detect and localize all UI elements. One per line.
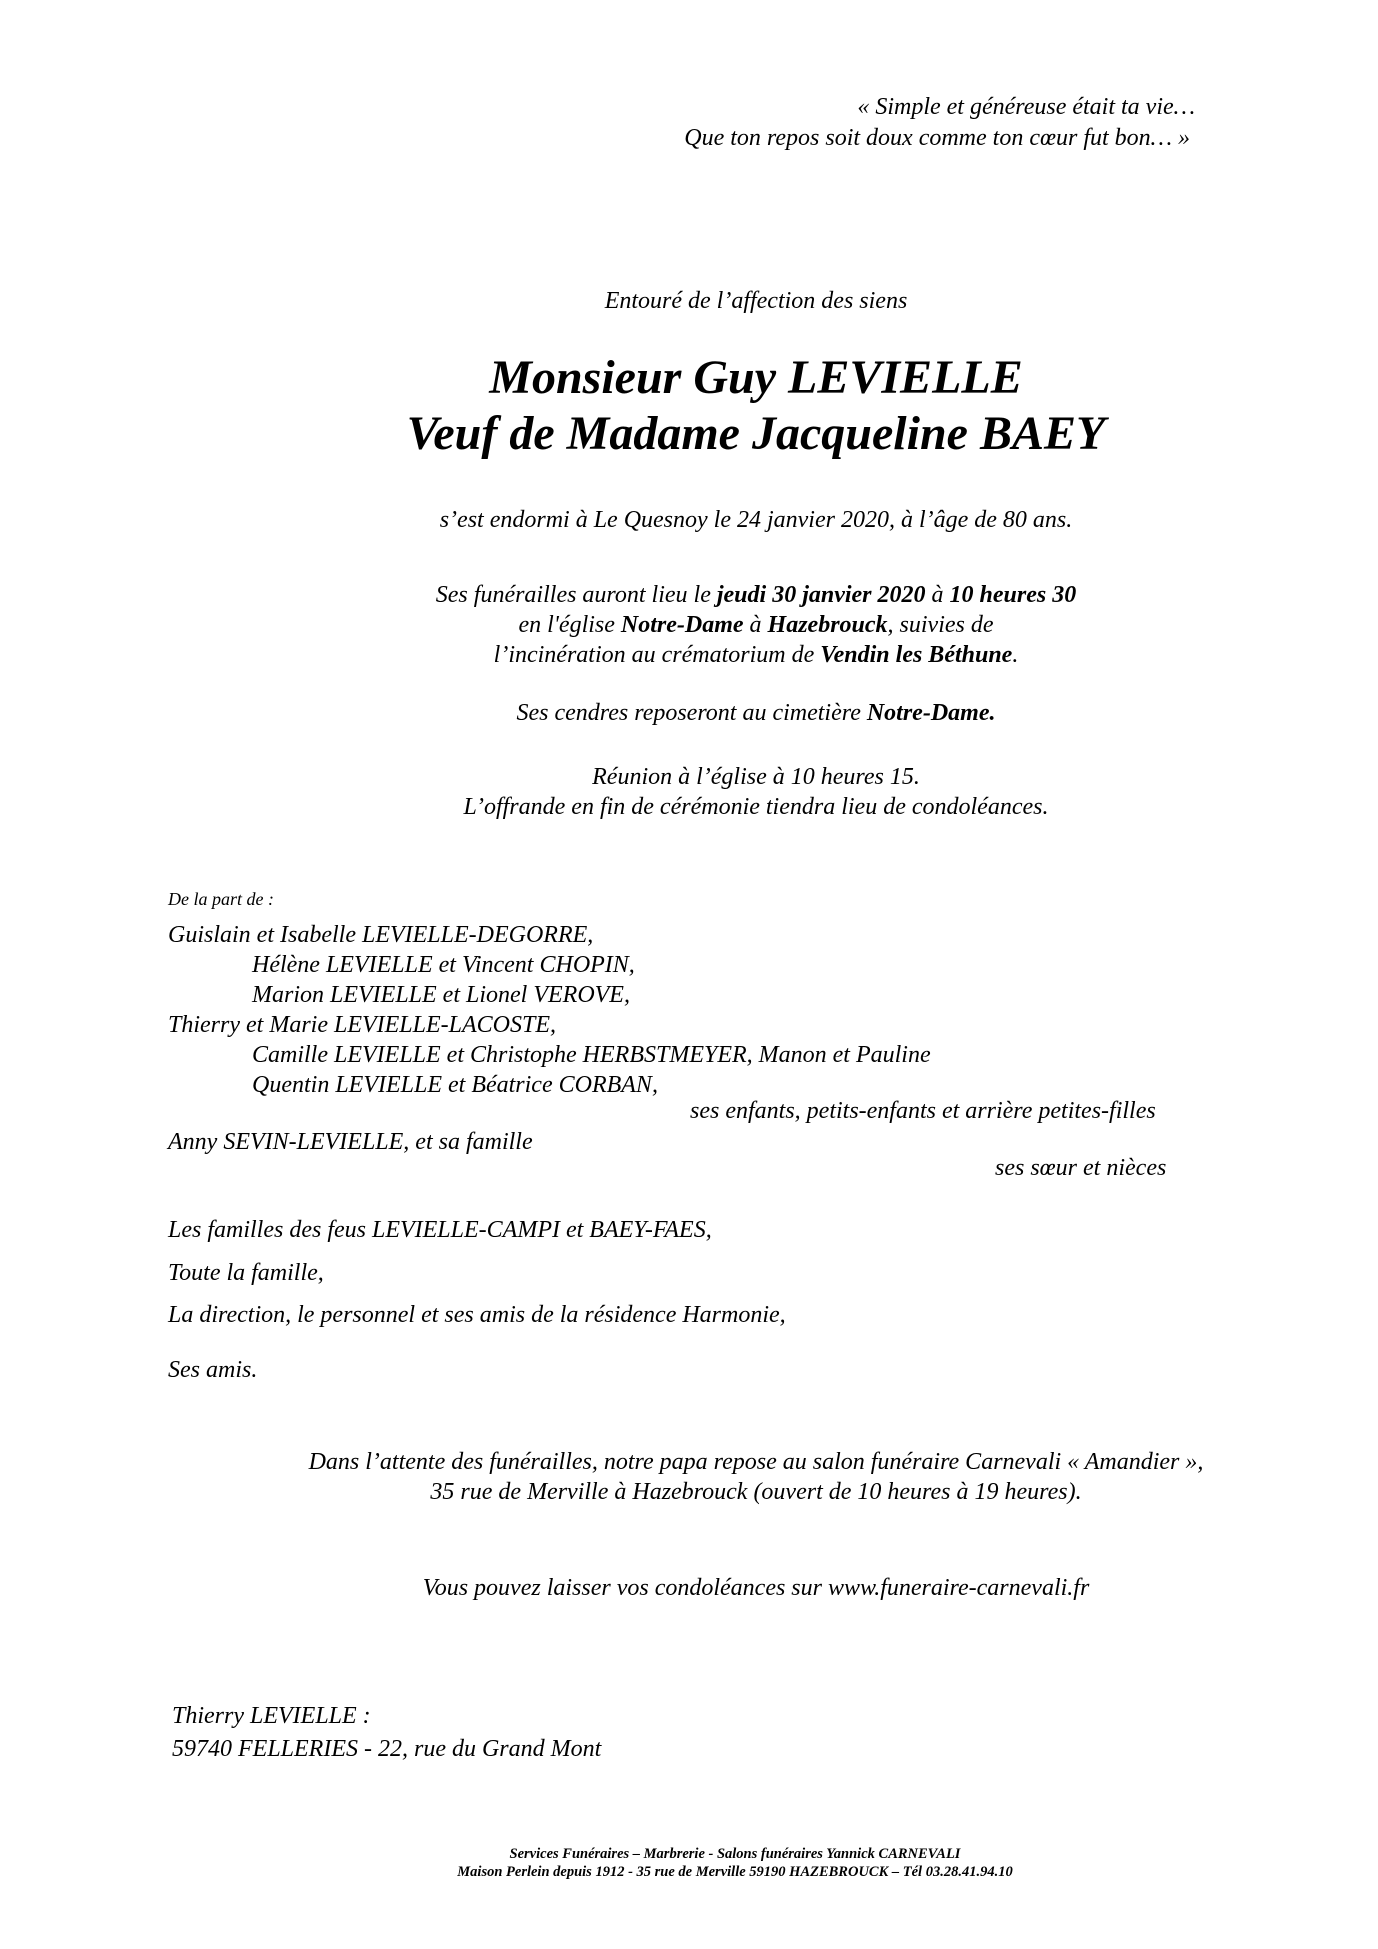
funeral-details — [0, 580, 1378, 670]
family-line: Quentin LEVIELLE et Béatrice CORBAN, — [252, 1072, 658, 1098]
contact-block — [172, 1700, 601, 1766]
contact-address: 59740 FELLERIES - 22, rue du Grand Mont — [172, 1736, 602, 1762]
death-notice: s’est endormi à Le Quesnoy le 24 janvier 2020, à l’âge de 80 ans. — [439, 507, 1073, 533]
funeral-line-1: Ses funérailles auront lieu le jeudi 30 janvier 2020 à 10 heures 30 — [435, 582, 1077, 608]
contact-name: Thierry LEVIELLE : — [172, 1703, 371, 1729]
other-line: Ses amis. — [168, 1357, 258, 1383]
other-line: La direction, le personnel et ses amis de la résidence Harmonie, — [168, 1302, 786, 1328]
children-label: ses enfants, petits-enfants et arrière petites-filles — [690, 1098, 1156, 1124]
sister-line: Anny SEVIN-LEVIELLE, et sa famille — [168, 1129, 533, 1155]
deceased-heading — [0, 350, 1378, 462]
await-notice — [0, 1447, 1378, 1507]
await-line-1: Dans l’attente des funérailles, notre papa repose au salon funéraire Carnevali « Amandier », — [308, 1449, 1204, 1475]
poem-line-1: « Simple et généreuse était ta vie… — [857, 94, 1195, 120]
poem-quote — [560, 92, 1280, 154]
other-line: Toute la famille, — [168, 1260, 324, 1286]
cemetery-name: Notre-Dame. — [866, 700, 996, 726]
family-line: Marion LEVIELLE et Lionel VEROVE, — [252, 982, 630, 1008]
other-line: Les familles des feus LEVIELLE-CAMPI et BAEY-FAES, — [168, 1217, 712, 1243]
family-line: Camille LEVIELLE et Christophe HERBSTMEYER, Manon et Pauline — [252, 1042, 931, 1068]
await-line-2: 35 rue de Merville à Hazebrouck (ouvert de 10 heures à 19 heures). — [430, 1479, 1082, 1505]
town-name: Hazebrouck — [767, 612, 888, 638]
family-line: Guislain et Isabelle LEVIELLE-DEGORRE, — [168, 922, 594, 948]
meeting-notice — [0, 762, 1378, 822]
meeting-line-2: L’offrande en fin de cérémonie tiendra lieu de condoléances. — [463, 794, 1049, 820]
deceased-widower: Veuf de Madame Jacqueline BAEY — [406, 407, 1106, 460]
from-label: De la part de : — [168, 889, 274, 909]
footer-line-2: Maison Perlein depuis 1912 - 35 rue de Merville 59190 HAZEBROUCK – Tél 03.28.41.94.10 — [457, 1864, 1013, 1880]
footer — [0, 1845, 1378, 1881]
funeral-line-3: l’incinération au crématorium de Vendin les Béthune. — [493, 642, 1019, 668]
intro-text: Entouré de l’affection des siens — [604, 288, 908, 314]
meeting-line-1: Réunion à l’église à 10 heures 15. — [592, 764, 920, 790]
sister-label: ses sœur et nièces — [995, 1155, 1167, 1181]
footer-line-1: Services Funéraires – Marbrerie - Salons funéraires Yannick CARNEVALI — [509, 1846, 961, 1862]
family-line: Thierry et Marie LEVIELLE-LACOSTE, — [168, 1012, 556, 1038]
crematorium-name: Vendin les Béthune — [820, 642, 1013, 668]
ashes-notice: Ses cendres reposeront au cimetière Notre-Dame. — [516, 700, 996, 726]
condolences-notice: Vous pouvez laisser vos condoléances sur www.funeraire-carnevali.fr — [422, 1575, 1090, 1601]
deceased-name: Monsieur Guy LEVIELLE — [489, 351, 1023, 404]
church-name: Notre-Dame — [620, 612, 744, 638]
poem-line-2: Que ton repos soit doux comme ton cœur fut bon… » — [684, 125, 1190, 151]
family-line: Hélène LEVIELLE et Vincent CHOPIN, — [252, 952, 635, 978]
funeral-line-2: en l'église Notre-Dame à Hazebrouck, suivies de — [518, 612, 994, 638]
funeral-time: 10 heures 30 — [949, 582, 1077, 608]
funeral-date: jeudi 30 janvier 2020 — [716, 582, 926, 608]
